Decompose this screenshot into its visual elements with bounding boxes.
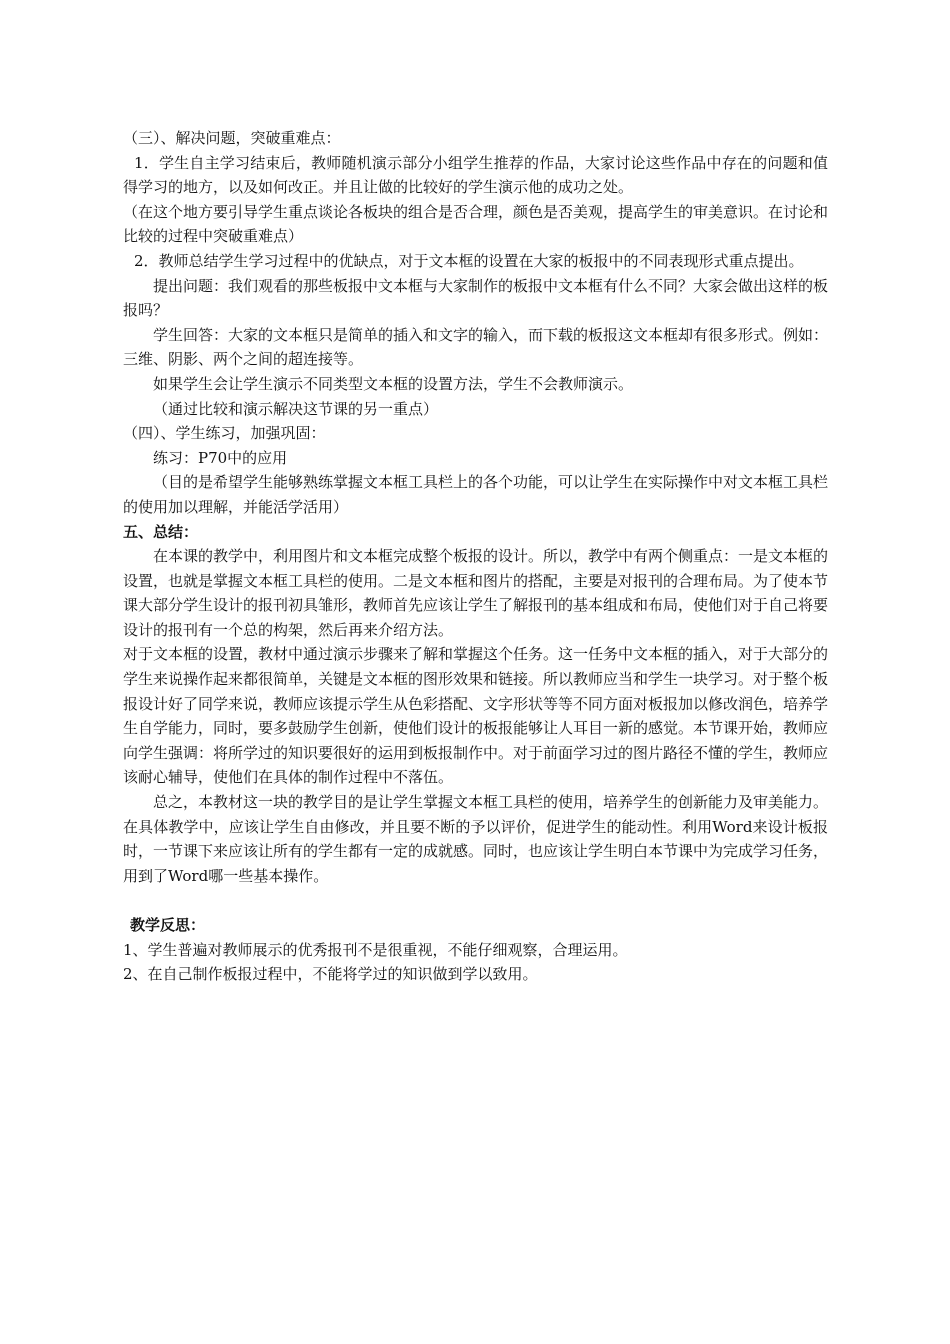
section3-answer: 学生回答：大家的文本框只是简单的插入和文字的输入，而下载的板报这文本框却有很多形式。例如：三维、阴影、两个之间的超连接等。 — [123, 325, 829, 369]
reflection-item2: 2、在自己制作板报过程中，不能将学过的知识做到学以致用。 — [123, 965, 538, 984]
section3-item1: 1．学生自主学习结束后，教师随机演示部分小组学生推荐的作品，大家讨论这些作品中存在的问题和值得学习的地方，以及如何改正。并且让做的比较好的学生演示他的成功之处。 — [123, 153, 828, 197]
section4-exercise: 练习：P70中的应用 — [153, 448, 288, 467]
section4-heading: （四）、学生练习，加强巩固： — [123, 424, 326, 443]
section5-heading: 五、总结： — [123, 522, 199, 541]
blank-line — [123, 888, 828, 913]
section3-demo: 如果学生会让学生演示不同类型文本框的设置方法，学生不会教师演示。 — [153, 374, 634, 393]
reflection-heading: 教学反思： — [130, 916, 206, 934]
section3-item2: 2．教师总结学生学习过程中的优缺点，对于文本框的设置在大家的板报中的不同表现形式重点提出。 — [134, 251, 804, 270]
document-body — [123, 126, 828, 987]
section3-heading: （三）、解决问题，突破重难点： — [123, 129, 341, 147]
section5-para3: 总之，本教材这一块的教学目的是让学生掌握文本框工具栏的使用，培养学生的创新能力及审美能力。在具体教学中，应该让学生自由修改，并且要不断的予以评价，促进学生的能动性。利用Word来设计板报时，一节课下来应该让所有的学生都有一定的成就感。同时，也应该让学生明白本节课中为完成学习任务，用到了Word哪一些基本操作。 — [123, 793, 829, 885]
section3-note2: （通过比较和演示解决这节课的另一重点） — [153, 399, 439, 418]
section5-para1: 在本课的教学中，利用图片和文本框完成整个板报的设计。所以，教学中有两个侧重点：一是文本框的设置，也就是掌握文本框工具栏的使用。二是文本框和图片的搭配，主要是对报刊的合理布局。为了使本节课大部分学生设计的报刊初具雏形，教师首先应该让学生了解报刊的基本组成和布局，使他们对于自己将要设计的报刊有一个总的构架，然后再来介绍方法。 — [123, 547, 829, 639]
section4-purpose: （目的是希望学生能够熟练掌握文本框工具栏上的各个功能，可以让学生在实际操作中对文本框工具栏的使用加以理解，并能活学活用） — [123, 473, 829, 516]
section3-question: 提出问题：我们观看的那些板报中文本框与大家制作的板报中文本框有什么不同？大家会做出这样的板报吗？ — [123, 276, 829, 320]
reflection-item1: 1、学生普遍对教师展示的优秀报刊不是很重视，不能仔细观察，合理运用。 — [123, 940, 628, 959]
section3-note1: （在这个地方要引导学生重点谈论各板块的组合是否合理，颜色是否美观，提高学生的审美意识。在讨论和比较的过程中突破重难点） — [123, 202, 829, 246]
section5-para2: 对于文本框的设置，教材中通过演示步骤来了解和掌握这个任务。这一任务中文本框的插入，对于大部分的学生来说操作起来都很简单，关键是文本框的图形效果和链接。所以教师应当和学生一块学习。对于整个板报设计好了同学来说，教师应该提示学生从色彩搭配、文字形状等等不同方面对板报加以修改润色，培养学生自学能力，同时，要多鼓励学生创新，使他们设计的板报能够让人耳目一新的感觉。本节课开始，教师应向学生强调：将所学过的知识要很好的运用到板报制作中。对于前面学习过的图片路径不懂的学生，教师应该耐心辅导，使他们在具体的制作过程中不落伍。 — [123, 645, 829, 787]
